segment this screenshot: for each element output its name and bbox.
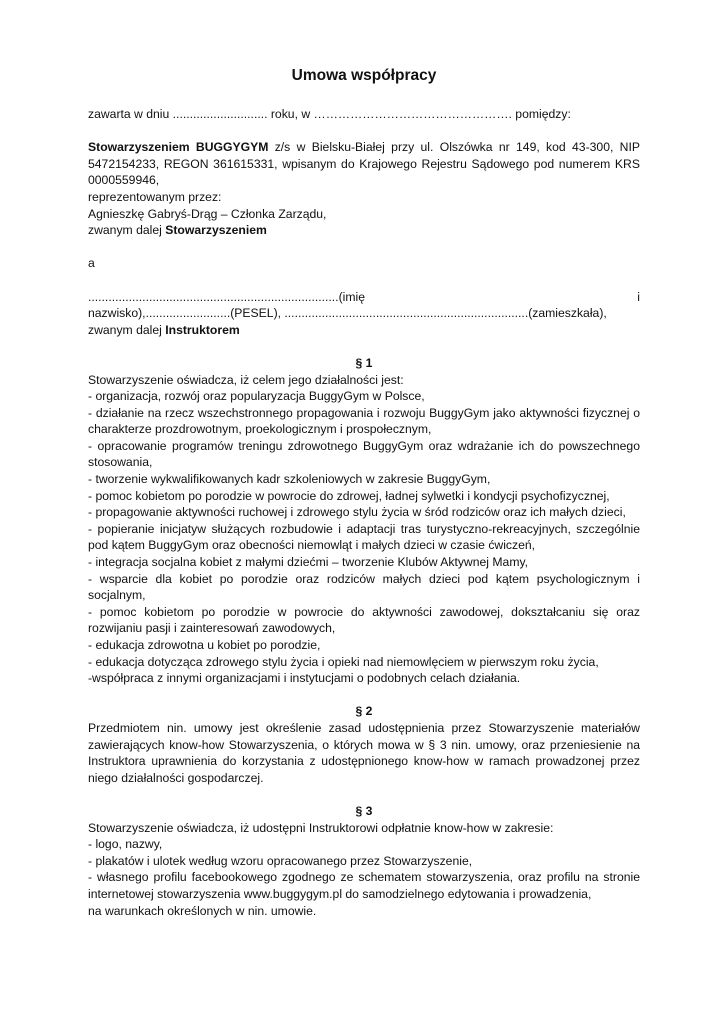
- section-1-line: - tworzenie wykwalifikowanych kadr szkoleniowych w zakresie BuggyGym,: [88, 472, 491, 487]
- party2-line1: [88, 289, 640, 306]
- document-title: Umowa współpracy: [291, 67, 437, 84]
- section-1-line: - popieranie inicjatyw służących rozbudowie i adaptacji tras turystyczno-rekreacyjnych, szczególnie pod kątem BuggyGym oraz obecności niemowląt i małych dzieci w czasie ćwiczeń,: [88, 521, 640, 553]
- section-2-text: Przedmiotem nin. umowy jest określenie zasad udostępnienia przez Stowarzyszenie materiałów zawierających know-how Stowarzyszenia, o których mowa w § 3 nin. umowy, oraz przeniesienie na Instruktora uprawnienia do korzystania z udostępnionego know-how w ramach prowadzonej przez niego działalności gospodarczej.: [88, 720, 640, 785]
- party1-paragraph: [88, 139, 640, 189]
- section-3-line: - logo, nazwy,: [88, 837, 163, 852]
- party1-details: z/s w Bielsku-Białej przy ul. Olszówka nr 149, kod 43-300, NIP 5472154233, REGON 361615331, wpisanym do Krajowego Rejestru Sądowego pod numerem KRS 0000559946,: [88, 140, 640, 188]
- section-3-body: [88, 820, 640, 920]
- section-1-line: - edukacja dotycząca zdrowego stylu życia i opieki nad niemowlęciem w pierwszym roku życia,: [88, 654, 599, 669]
- party2-called: [88, 322, 640, 339]
- section-3-line: - własnego profilu facebookowego zgodnego ze schematem stowarzyszenia, oraz profilu na stronie internetowej stowarzyszenia www.buggygym.pl do samodzielnego edytowania i prowadzenia,: [88, 870, 640, 901]
- section-3-heading: § 3: [355, 803, 373, 818]
- party1-called: [88, 222, 640, 239]
- section-3-line: Stowarzyszenie oświadcza, iż udostępni Instruktorowi odpłatnie know-how w zakresie:: [88, 820, 554, 835]
- section-1-line: - wsparcie dla kobiet po porodzie oraz rodziców małych dzieci pod kątem psychologicznym i socjalnym,: [88, 571, 640, 603]
- party1-represented-by: reprezentowanym przez:: [88, 189, 222, 204]
- intro-line: zawarta w dniu ............................ roku, w …………………………………………. pomiędzy:: [88, 107, 571, 121]
- section-1-line: - organizacja, rozwój oraz popularyzacja BuggyGym w Polsce,: [88, 389, 425, 404]
- party1-name: Stowarzyszeniem BUGGYGYM: [88, 140, 269, 155]
- section-1-body: [88, 372, 640, 687]
- section-3-line: - plakatów i ulotek według wzoru opracowanego przez Stowarzyszenie,: [88, 853, 473, 868]
- party1-called-name: Stowarzyszeniem: [165, 223, 267, 238]
- section-1-line: - działanie na rzecz wszechstronnego propagowania i rozwoju BuggyGym jako aktywności fizycznej o charakterze prozdrowotnym, proekologicznym i prospołecznym,: [88, 405, 640, 437]
- party2-line2: nazwisko),.........................(PESEL), ........................................................................(zamieszkała),: [88, 306, 607, 321]
- section-1-line: - pomoc kobietom po porodzie w powrocie do aktywności zawodowej, dokształcaniu się oraz rozwijaniu pasji i zainteresowań zawodowych,: [88, 604, 640, 636]
- party2-called-prefix: zwanym dalej: [88, 322, 166, 337]
- section-1-heading: § 1: [355, 355, 373, 370]
- party2-line1-left: ..........................................................................(imię: [88, 289, 365, 304]
- document-page: [88, 66, 640, 919]
- section-1-line: - integracja socjalna kobiet z małymi dziećmi – tworzenie Klubów Aktywnej Mamy,: [88, 555, 529, 570]
- section-1-line: - edukacja zdrowotna u kobiet po porodzie,: [88, 638, 321, 652]
- section-1-line: - propagowanie aktywności ruchowej i zdrowego stylu życia w śród rodziców oraz ich małych dzieci,: [88, 505, 626, 520]
- section-2-heading: § 2: [355, 704, 373, 719]
- section-1-line: - opracowanie programów treningu zdrowotnego BuggyGym oraz wdrażanie ich do powszechnego stosowania,: [88, 438, 640, 470]
- party2-called-name: Instruktorem: [165, 322, 240, 337]
- section-1-line: -współpraca z innymi organizacjami i instytucjami o podobnych celach działania.: [88, 671, 521, 686]
- section-3-line: na warunkach określonych w nin. umowie.: [88, 903, 317, 918]
- section-1-line: - pomoc kobietom po porodzie w powrocie do zdrowej, ładnej sylwetki i kondycji psychofizycznej,: [88, 488, 610, 503]
- section-1-line: Stowarzyszenie oświadcza, iż celem jego działalności jest:: [88, 372, 404, 387]
- party2-line1-right: i: [637, 289, 640, 304]
- party1-representative: Agnieszkę Gabryś-Drąg – Członka Zarządu,: [88, 206, 327, 221]
- party1-called-prefix: zwanym dalej: [88, 223, 166, 238]
- conjunction: a: [88, 256, 95, 271]
